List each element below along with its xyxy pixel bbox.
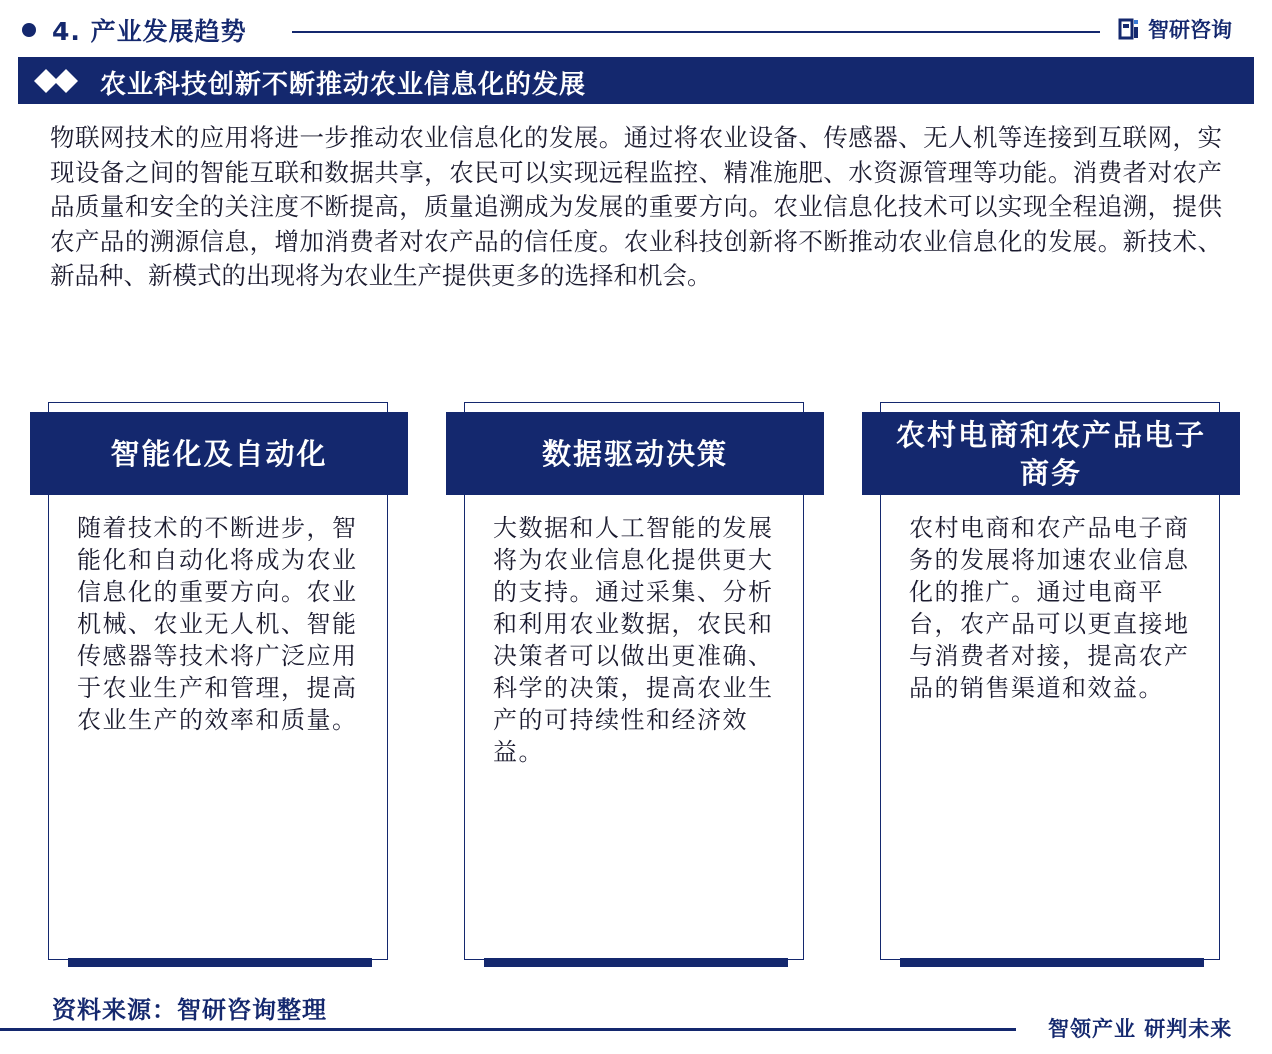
card-body-rural-ecommerce: 农村电商和农产品电子商务的发展将加速农业信息化的推广。通过电商平台，农产品可以更直接地与消费者对接，提高农产品的销售渠道和效益。 xyxy=(909,514,1190,702)
card-title: 数据驱动决策 xyxy=(541,436,728,471)
section-title: 4. 产业发展趋势 xyxy=(52,17,247,46)
card-base-data-driven-decisions xyxy=(484,958,788,967)
double-diamond-icon xyxy=(32,67,88,95)
section-banner xyxy=(18,57,1254,104)
intro-paragraph: 物联网技术的应用将进一步推动农业信息化的发展。通过将农业设备、传感器、无人机等连接到互联网，实现设备之间的智能互联和数据共享，农民可以实现远程监控、精准施肥、水资源管理等功能。消费者对农产品质量和安全的关注度不断提高，质量追溯成为发展的重要方向。农业信息化技术可以实现全程追溯，提供农产品的溯源信息，增加消费者对农产品的信任度。农业科技创新将不断推动农业信息化的发展。新技术、新品种、新模式的出现将为农业生产提供更多的选择和机会。 xyxy=(50,123,1222,290)
zhiyan-logo-icon xyxy=(1118,17,1142,41)
brand-logo xyxy=(1118,14,1232,44)
card-header-data-driven-decisions xyxy=(446,412,824,495)
card-body-data-driven-decisions: 大数据和人工智能的发展将为农业信息化提供更大的支持。通过采集、分析和利用农业数据，农民和决策者可以做出更准确、科学的决策，提高农业生产的可持续性和经济效益。 xyxy=(493,514,774,766)
card-header-rural-ecommerce xyxy=(862,412,1240,495)
card-body-intelligent-automation: 随着技术的不断进步，智能化和自动化将成为农业信息化的重要方向。农业机械、农业无人机、智能传感器等技术将广泛应用于农业生产和管理，提高农业生产的效率和质量。 xyxy=(77,514,358,734)
footer-divider xyxy=(0,1028,1016,1031)
brand-name: 智研咨询 xyxy=(1148,18,1232,42)
card-header-intelligent-automation xyxy=(30,412,408,495)
header-divider xyxy=(292,31,1100,33)
card-title: 农村电商和农产品电子商务 xyxy=(895,417,1206,490)
card-base-rural-ecommerce xyxy=(900,958,1204,967)
card-title: 智能化及自动化 xyxy=(110,436,328,471)
card-base-intelligent-automation xyxy=(68,958,372,967)
footer-slogan: 智领产业 研判未来 xyxy=(1048,1017,1233,1041)
banner-title: 农业科技创新不断推动农业信息化的发展 xyxy=(100,70,587,100)
section-bullet xyxy=(22,23,36,37)
source-note: 资料来源：智研咨询整理 xyxy=(52,996,327,1024)
